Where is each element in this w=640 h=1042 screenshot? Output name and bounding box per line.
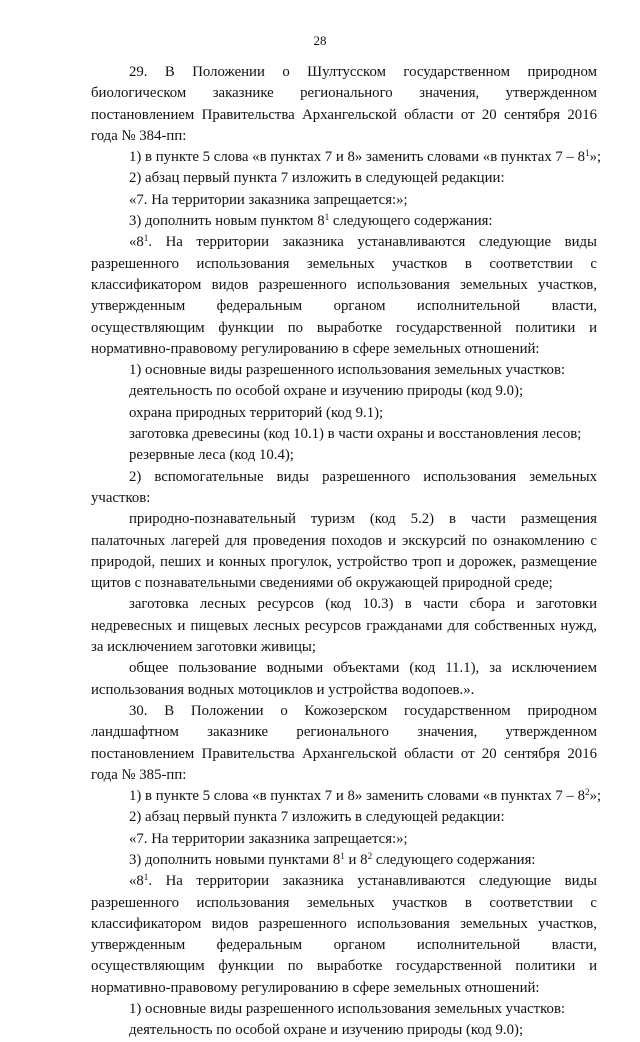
text-run: «7. На территории заказника запрещается:»;: [129, 830, 408, 847]
paragraph: [91, 658, 597, 701]
text-run: резервные леса (код 10.4);: [129, 447, 294, 464]
text-run: следующего содержания:: [372, 851, 536, 868]
text-run: »;: [589, 149, 602, 166]
text-run: заготовка лесных ресурсов (код 10.3) в части сбора и заготовки недревесных и пищевых лесных ресурсов гражданами для собственных нужд, за исключением заготовки живицы;: [91, 596, 597, 656]
text-run: 2) абзац первый пункта 7 изложить в следующей редакции:: [129, 809, 505, 826]
paragraph: [91, 509, 597, 594]
text-run: 2) вспомогательные виды разрешенного использования земельных участков:: [91, 468, 597, 506]
text-run: . На территории заказника устанавливаются следующие виды разрешенного использования земельных участков в соответствии с классификатором видов разрешенного использования земельных участков, утвержденным федеральным органом исполнительной власти, осуществляющим функции по выработке государственной политики и нормативно-правовому регулированию в сфере земельных отношений:: [91, 873, 597, 996]
paragraph: [91, 424, 597, 445]
superscript: 1: [340, 850, 345, 861]
text-run: «7. На территории заказника запрещается:»;: [129, 191, 408, 208]
paragraph: [91, 467, 597, 510]
superscript: 2: [585, 787, 590, 798]
text-run: 1) основные виды разрешенного использования земельных участков:: [129, 1001, 566, 1018]
document-body: [91, 62, 602, 1042]
text-run: 3) дополнить новыми пунктами 8: [129, 851, 341, 868]
superscript: 1: [585, 148, 590, 159]
paragraph: [91, 999, 597, 1020]
text-run: деятельность по особой охране и изучению природы (код 9.0);: [129, 383, 524, 400]
paragraph: [91, 211, 597, 232]
text-run: 3) дополнить новым пунктом 8: [129, 213, 325, 230]
text-run: 2) абзац первый пункта 7 изложить в следующей редакции:: [129, 170, 505, 187]
text-run: деятельность по особой охране и изучению природы (код 9.0);: [129, 1022, 524, 1039]
text-run: . На территории заказника устанавливаются следующие виды разрешенного использования земельных участков в соответствии с классификатором видов разрешенного использования земельных участков, утвержденным федеральным органом исполнительной власти, осуществляющим функции по выработке государственной политики и нормативно-правовому регулированию в сфере земельных отношений:: [91, 234, 597, 357]
text-run: охрана природных территорий (код 9.1);: [129, 404, 384, 421]
paragraph: [91, 850, 597, 871]
superscript: 1: [143, 233, 149, 244]
text-run: заготовка древесины (код 10.1) в части охраны и восстановления лесов;: [129, 426, 582, 443]
text-run: «8: [129, 873, 144, 890]
paragraph: [91, 871, 597, 999]
superscript: 1: [143, 872, 149, 883]
paragraph: [91, 360, 597, 381]
text-run: природно-познавательный туризм (код 5.2) в части размещения палаточных лагерей для проведения походов и экскурсий по ознакомлению с природой, пеших и конных прогулок, устройство троп и дорожек, размещение щитов с познавательными сведениями об окружающей природной среде;: [91, 511, 597, 592]
paragraph: [91, 381, 597, 402]
paragraph: [91, 786, 602, 807]
paragraph: [91, 1020, 597, 1041]
paragraph: [91, 701, 597, 786]
text-run: 1) в пункте 5 слова «в пунктах 7 и 8» заменить словами «в пунктах 7 – 8: [129, 149, 586, 166]
text-run: следующего содержания:: [329, 213, 493, 230]
text-run: »;: [589, 788, 602, 805]
superscript: 2: [367, 850, 373, 861]
paragraph: [91, 445, 597, 466]
paragraph: [91, 829, 597, 850]
text-run: общее пользование водными объектами (код 11.1), за исключением использования водных мотоциклов и устройства водопоев.».: [91, 660, 597, 698]
paragraph: [91, 807, 597, 828]
paragraph: [91, 403, 597, 424]
page-number: 28: [313, 33, 327, 48]
text-run: 1) в пункте 5 слова «в пунктах 7 и 8» заменить словами «в пунктах 7 – 8: [129, 788, 586, 805]
text-run: 29. В Положении о Шултусском государственном природном биологическом заказнике регионального значения, утвержденном постановлением Правительства Архангельской области от 20 сентября 2016 года № 384-пп:: [91, 64, 597, 144]
paragraph: [91, 147, 602, 168]
text-run: «8: [129, 234, 144, 251]
superscript: 1: [324, 212, 330, 223]
paragraph: [91, 232, 597, 360]
text-run: и 8: [344, 851, 368, 868]
paragraph: [91, 62, 597, 147]
text-run: 1) основные виды разрешенного использования земельных участков:: [129, 362, 566, 379]
text-run: 30. В Положении о Кожозерском государственном природном ландшафтном заказнике регионального значения, утвержденном постановлением Правительства Архангельской области от 20 сентября 2016 года № 385-пп:: [91, 702, 597, 783]
paragraph: [91, 190, 597, 211]
paragraph: [91, 594, 597, 658]
paragraph: [91, 168, 597, 189]
